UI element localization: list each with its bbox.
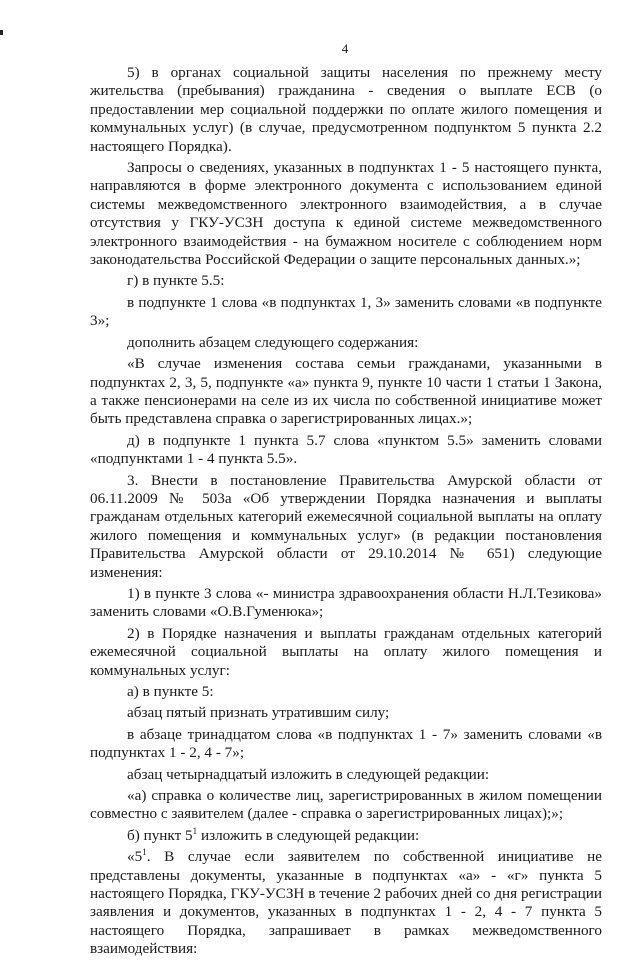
scan-edge-mark xyxy=(0,30,3,35)
paragraph-b-point-5-1 xyxy=(90,827,602,845)
paragraph-a-point-5: а) в пункте 5: xyxy=(127,683,214,700)
paragraph-5-1-text xyxy=(90,848,602,958)
paragraph-b-superscript: 1 xyxy=(192,825,198,836)
paragraph-5-1-superscript: 1 xyxy=(142,847,147,858)
paragraph-a-certificate: «а) справка о количестве лиц, зарегистрированных в жилом помещении совместно с заявителем (далее - справка о зарегистрированных лицах);»; xyxy=(90,787,602,823)
paragraph-item-5-social-protection: 5) в органах социальной защиты населения по прежнему месту жительства (пребывания) гражданина - сведения о выплате ЕСВ (о предоставлении мер социальной поддержки по оплате жилого помещения и коммунальных услуг) (в случае, предусмотренном подпунктом 5 пункта 2.2 настоящего Порядка). xyxy=(90,64,602,155)
paragraph-subpoint-1-replace: в подпункте 1 слова «в подпунктах 1, 3» заменить словами «в подпункте 3»; xyxy=(90,293,602,330)
paragraph-item-1-point-3: 1) в пункте 3 слова «- министра здравоохранения области Н.Л.Тезикова» заменить словами «О.В.Гуменюка»; xyxy=(90,584,602,621)
document-body xyxy=(90,64,602,962)
paragraph-section-3: 3. Внести в постановление Правительства Амурской области от 06.11.2009 № 503а «Об утверждении Порядка назначения и выплаты гражданам отдельных категорий ежемесячной социальной выплаты на оплату жилого помещения и коммунальных услуг» (в редакции постановления Правительства Амурской области от 29.10.2014 № 651) следующие изменения: xyxy=(90,471,602,581)
paragraph-g-point-5-5: г) в пункте 5.5: xyxy=(127,272,225,290)
paragraph-add-abzac: дополнить абзацем следующего содержания: xyxy=(127,333,419,351)
paragraph-requests-info: Запросы о сведениях, указанных в подпунктах 1 - 5 настоящего пункта, направляются в форме электронного документа с использованием единой системы межведомственного электронного взаимодействия, а в случае отсутствия у ГКУ-УСЗН доступа к единой системе межведомственного электронного взаимодействия - на бумажном носителе с соблюдением норм законодательства Российской Федерации о защите персональных данных.»; xyxy=(90,159,602,269)
paragraph-family-change: «В случае изменения состава семьи гражданами, указанными в подпунктах 2, 3, 5, подпункте «а» пункта 9, пункте 10 части 1 статьи 1 Закона, а также пенсионерами на селе из их числа по собственной инициативе может быть представлена справка о зарегистрированных лицах.»; xyxy=(90,355,602,428)
paragraph-5-1-text-after: . В случае если заявителем по собственной инициативе не представлены документы, указанные в подпунктах «а» - «г» пункта 5 настоящего Порядка, ГКУ-УСЗН в течение 2 рабочих дней со дня регистрации заявления и документов, указанных в подпунктах 1 - 2, 4 - 7 пункта 5 настоящего Порядка, запрашивает в рамках межведомственного взаимодействия: xyxy=(90,848,602,958)
paragraph-d-point-5-7: д) в подпункте 1 пункта 5.7 слова «пунктом 5.5» заменить словами «подпунктами 1 - 4 пункта 5.5». xyxy=(90,431,602,468)
paragraph-abzac-14-new: абзац четырнадцатый изложить в следующей редакции: xyxy=(127,765,490,783)
paragraph-b-text-before: б) пункт 5 xyxy=(127,826,193,844)
paragraph-b-text-after: изложить в следующей редакции: xyxy=(197,826,420,844)
page-number: 4 xyxy=(341,41,349,56)
paragraph-item-2-procedure: 2) в Порядке назначения и выплаты гражданам отдельных категорий ежемесячной социальной выплаты на оплату жилого помещения и коммунальных услуг: xyxy=(90,624,602,679)
paragraph-5-1-text-before: «5 xyxy=(127,848,143,866)
paragraph-abzac-13-replace: в абзаце тринадцатом слова «в подпунктах 1 - 7» заменить словами «в подпунктах 1 - 2, 4 - 7»; xyxy=(90,725,602,762)
paragraph-abzac-5-void: абзац пятый признать утратившим силу; xyxy=(127,704,390,722)
